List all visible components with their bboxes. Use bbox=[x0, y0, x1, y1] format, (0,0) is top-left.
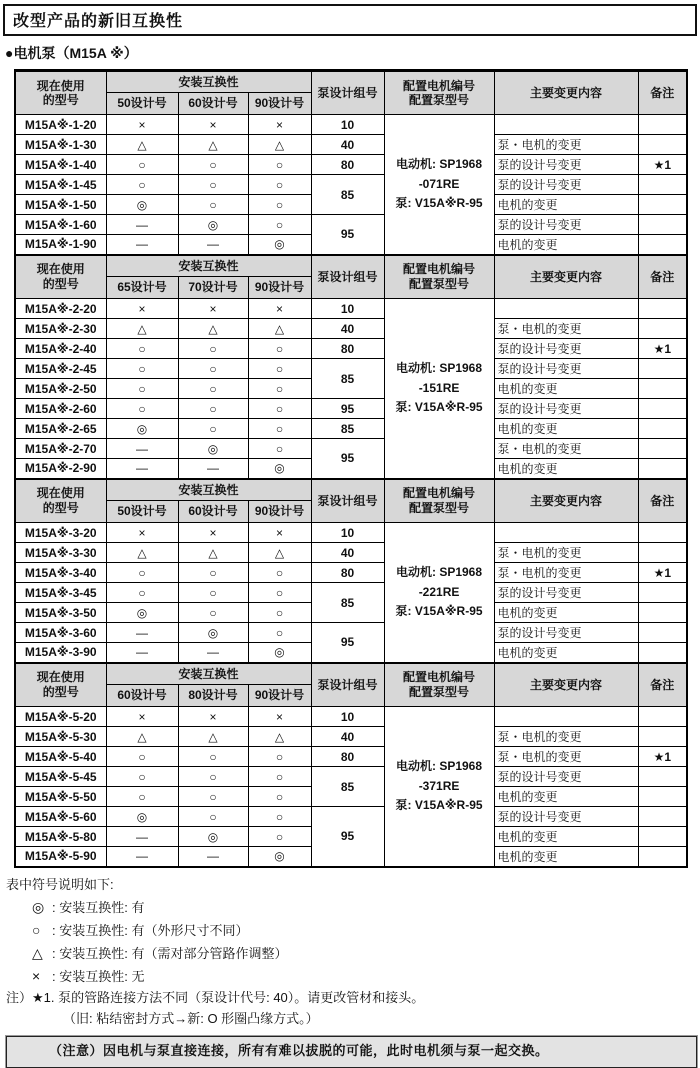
compat-symbol-cell: △ bbox=[248, 727, 311, 747]
compat-symbol-cell: ○ bbox=[248, 339, 311, 359]
motor-config-cell: 电动机: SP1968 -071RE 泵: V15A※R-95 bbox=[384, 115, 494, 255]
header-install-compat: 安装互换性 bbox=[106, 479, 311, 501]
compat-symbol-cell: ○ bbox=[178, 603, 248, 623]
remark-cell bbox=[638, 767, 687, 787]
header-design-no: 60设计号 bbox=[178, 93, 248, 115]
compat-symbol-cell: ○ bbox=[178, 195, 248, 215]
model-cell: M15A※-5-60 bbox=[15, 807, 106, 827]
header-motor-pump-config: 配置电机编号 配置泵型号 bbox=[384, 479, 494, 523]
page-title: 改型产品的新旧互换性 bbox=[3, 4, 697, 36]
compat-symbol-cell: ○ bbox=[248, 583, 311, 603]
change-content-cell: 泵的设计号变更 bbox=[494, 583, 638, 603]
header-pump-design-group: 泵设计组号 bbox=[311, 71, 384, 115]
model-cell: M15A※-5-30 bbox=[15, 727, 106, 747]
table-row bbox=[15, 583, 687, 603]
header-motor-pump-config: 配置电机编号 配置泵型号 bbox=[384, 255, 494, 299]
compat-symbol-cell: ◎ bbox=[248, 459, 311, 479]
model-cell: M15A※-2-60 bbox=[15, 399, 106, 419]
compat-symbol-cell: ◎ bbox=[248, 847, 311, 867]
pump-group-cell: 80 bbox=[311, 563, 384, 583]
compat-symbol-cell: ― bbox=[178, 847, 248, 867]
model-cell: M15A※-1-60 bbox=[15, 215, 106, 235]
remark-cell bbox=[638, 439, 687, 459]
table-row bbox=[15, 175, 687, 195]
change-content-cell: 电机的变更 bbox=[494, 379, 638, 399]
change-content-cell: 电机的变更 bbox=[494, 195, 638, 215]
table-row bbox=[15, 623, 687, 643]
compat-symbol-cell: ◎ bbox=[178, 827, 248, 847]
compat-symbol-cell: ○ bbox=[178, 339, 248, 359]
header-pump-design-group: 泵设计组号 bbox=[311, 479, 384, 523]
table-row bbox=[15, 663, 687, 685]
change-content-cell: 泵・电机的变更 bbox=[494, 563, 638, 583]
compat-symbol-cell: × bbox=[106, 707, 178, 727]
remark-cell bbox=[638, 583, 687, 603]
legend-intro: 表中符号说明如下: bbox=[6, 876, 114, 892]
model-cell: M15A※-3-20 bbox=[15, 523, 106, 543]
compat-symbol-cell: ○ bbox=[248, 215, 311, 235]
compat-symbol-cell: ○ bbox=[178, 563, 248, 583]
model-cell: M15A※-1-20 bbox=[15, 115, 106, 135]
table-row bbox=[15, 339, 687, 359]
pump-group-cell: 85 bbox=[311, 175, 384, 215]
header-remarks: 备注 bbox=[638, 479, 687, 523]
table-row bbox=[15, 543, 687, 563]
header-design-no: 70设计号 bbox=[178, 277, 248, 299]
compat-symbol-cell: △ bbox=[248, 135, 311, 155]
header-design-no: 90设计号 bbox=[248, 501, 311, 523]
triangle-icon: △ bbox=[32, 944, 43, 961]
compat-symbol-cell: ◎ bbox=[248, 235, 311, 255]
model-cell: M15A※-3-60 bbox=[15, 623, 106, 643]
table-row bbox=[15, 563, 687, 583]
compat-symbol-cell: △ bbox=[106, 543, 178, 563]
compat-symbol-cell: ○ bbox=[248, 379, 311, 399]
change-content-cell: 泵・电机的变更 bbox=[494, 319, 638, 339]
compat-symbol-cell: ○ bbox=[248, 807, 311, 827]
table-row bbox=[15, 115, 687, 135]
table-row bbox=[15, 747, 687, 767]
legend-text: : 安装互换性: 有 bbox=[52, 900, 145, 916]
compat-symbol-cell: × bbox=[178, 523, 248, 543]
change-content-cell: 电机的变更 bbox=[494, 235, 638, 255]
compat-symbol-cell: △ bbox=[248, 543, 311, 563]
note-star1: 注）★1. 泵的管路连接方法不同（泵设计代号: 40）。请更改管材和接头。 bbox=[6, 990, 425, 1006]
compat-symbol-cell: ○ bbox=[106, 339, 178, 359]
compat-symbol-cell: ◎ bbox=[248, 643, 311, 663]
header-pump-design-group: 泵设计组号 bbox=[311, 663, 384, 707]
compat-symbol-cell: ○ bbox=[248, 155, 311, 175]
table-row bbox=[15, 727, 687, 747]
model-cell: M15A※-3-45 bbox=[15, 583, 106, 603]
compat-symbol-cell: ○ bbox=[106, 379, 178, 399]
compat-symbol-cell: ○ bbox=[248, 399, 311, 419]
compat-symbol-cell: ○ bbox=[248, 767, 311, 787]
compat-symbol-cell: ― bbox=[178, 643, 248, 663]
header-design-no: 60设计号 bbox=[106, 685, 178, 707]
table-row bbox=[15, 215, 687, 235]
header-design-no: 50设计号 bbox=[106, 93, 178, 115]
compat-symbol-cell: △ bbox=[178, 319, 248, 339]
compat-symbol-cell: △ bbox=[178, 727, 248, 747]
compat-symbol-cell: ○ bbox=[248, 623, 311, 643]
compat-symbol-cell: ○ bbox=[248, 359, 311, 379]
legend-item-cross bbox=[6, 965, 697, 988]
change-content-cell: 泵的设计号变更 bbox=[494, 399, 638, 419]
remark-cell: ★1 bbox=[638, 747, 687, 767]
table-row bbox=[15, 359, 687, 379]
header-design-no: 80设计号 bbox=[178, 685, 248, 707]
header-install-compat: 安装互换性 bbox=[106, 663, 311, 685]
pump-group-cell: 95 bbox=[311, 807, 384, 867]
compat-symbol-cell: △ bbox=[106, 727, 178, 747]
pump-group-cell: 85 bbox=[311, 583, 384, 623]
change-content-cell: 电机的变更 bbox=[494, 419, 638, 439]
legend-text: : 安装互换性: 有（需对部分管路作调整） bbox=[52, 945, 288, 961]
compat-symbol-cell: ○ bbox=[248, 563, 311, 583]
pump-group-cell: 80 bbox=[311, 339, 384, 359]
change-content-cell: 泵・电机的变更 bbox=[494, 543, 638, 563]
remark-cell bbox=[638, 419, 687, 439]
compat-symbol-cell: ○ bbox=[178, 359, 248, 379]
table-row bbox=[15, 155, 687, 175]
pump-group-cell: 10 bbox=[311, 707, 384, 727]
compat-symbol-cell: ○ bbox=[248, 787, 311, 807]
compat-symbol-cell: ○ bbox=[106, 787, 178, 807]
header-main-changes: 主要变更内容 bbox=[494, 255, 638, 299]
change-content-cell bbox=[494, 299, 638, 319]
remark-cell bbox=[638, 643, 687, 663]
compat-symbol-cell: ○ bbox=[248, 419, 311, 439]
compat-symbol-cell: △ bbox=[248, 319, 311, 339]
change-content-cell: 电机的变更 bbox=[494, 643, 638, 663]
header-motor-pump-config: 配置电机编号 配置泵型号 bbox=[384, 663, 494, 707]
remark-cell bbox=[638, 115, 687, 135]
compat-symbol-cell: △ bbox=[178, 135, 248, 155]
legend-item-triangle bbox=[6, 942, 697, 965]
legend-item-circle bbox=[6, 919, 697, 942]
compat-symbol-cell: × bbox=[178, 299, 248, 319]
table-row bbox=[15, 523, 687, 543]
model-cell: M15A※-5-40 bbox=[15, 747, 106, 767]
model-cell: M15A※-5-45 bbox=[15, 767, 106, 787]
table-row bbox=[15, 255, 687, 277]
pump-group-cell: 85 bbox=[311, 767, 384, 807]
remark-cell bbox=[638, 827, 687, 847]
remark-cell bbox=[638, 299, 687, 319]
pump-group-cell: 80 bbox=[311, 747, 384, 767]
compat-symbol-cell: ― bbox=[106, 827, 178, 847]
section-subtitle: ●电机泵（M15A ※） bbox=[5, 45, 138, 61]
compat-symbol-cell: × bbox=[106, 115, 178, 135]
pump-group-cell: 10 bbox=[311, 523, 384, 543]
compat-symbol-cell: ○ bbox=[106, 583, 178, 603]
remark-cell bbox=[638, 707, 687, 727]
remark-cell bbox=[638, 399, 687, 419]
compat-symbol-cell: ◎ bbox=[178, 215, 248, 235]
model-cell: M15A※-2-65 bbox=[15, 419, 106, 439]
compat-symbol-cell: × bbox=[178, 707, 248, 727]
model-cell: M15A※-2-30 bbox=[15, 319, 106, 339]
remark-cell bbox=[638, 847, 687, 867]
header-main-changes: 主要变更内容 bbox=[494, 71, 638, 115]
header-main-changes: 主要变更内容 bbox=[494, 479, 638, 523]
table-row bbox=[15, 135, 687, 155]
motor-config-cell: 电动机: SP1968 -221RE 泵: V15A※R-95 bbox=[384, 523, 494, 663]
table-row bbox=[15, 319, 687, 339]
remark-cell bbox=[638, 523, 687, 543]
remark-cell: ★1 bbox=[638, 563, 687, 583]
change-content-cell: 电机的变更 bbox=[494, 827, 638, 847]
pump-group-cell: 95 bbox=[311, 439, 384, 479]
header-design-no: 90设计号 bbox=[248, 277, 311, 299]
pump-group-cell: 95 bbox=[311, 399, 384, 419]
model-cell: M15A※-2-70 bbox=[15, 439, 106, 459]
legend-text: : 安装互换性: 无 bbox=[52, 968, 145, 984]
model-cell: M15A※-1-45 bbox=[15, 175, 106, 195]
pump-group-cell: 40 bbox=[311, 727, 384, 747]
pump-group-cell: 40 bbox=[311, 319, 384, 339]
compat-symbol-cell: ― bbox=[106, 623, 178, 643]
compat-symbol-cell: ○ bbox=[106, 175, 178, 195]
table-row bbox=[15, 439, 687, 459]
compat-symbol-cell: ○ bbox=[248, 439, 311, 459]
change-content-cell: 泵的设计号变更 bbox=[494, 339, 638, 359]
pump-group-cell: 10 bbox=[311, 115, 384, 135]
compat-symbol-cell: ◎ bbox=[178, 623, 248, 643]
remark-cell bbox=[638, 379, 687, 399]
change-content-cell: 泵的设计号变更 bbox=[494, 155, 638, 175]
compat-symbol-cell: ○ bbox=[106, 563, 178, 583]
compat-symbol-cell: ◎ bbox=[106, 603, 178, 623]
compat-symbol-cell: ○ bbox=[248, 747, 311, 767]
header-motor-pump-config: 配置电机编号 配置泵型号 bbox=[384, 71, 494, 115]
table-row bbox=[15, 71, 687, 93]
header-design-no: 50设计号 bbox=[106, 501, 178, 523]
compat-symbol-cell: ― bbox=[178, 459, 248, 479]
compat-symbol-cell: × bbox=[248, 115, 311, 135]
change-content-cell: 泵的设计号变更 bbox=[494, 767, 638, 787]
legend-item-double-circle bbox=[6, 896, 697, 919]
compat-symbol-cell: ― bbox=[106, 215, 178, 235]
compat-symbol-cell: ― bbox=[106, 459, 178, 479]
change-content-cell bbox=[494, 523, 638, 543]
model-cell: M15A※-1-30 bbox=[15, 135, 106, 155]
model-cell: M15A※-1-50 bbox=[15, 195, 106, 215]
model-cell: M15A※-2-40 bbox=[15, 339, 106, 359]
compat-symbol-cell: ○ bbox=[248, 827, 311, 847]
pump-group-cell: 85 bbox=[311, 359, 384, 399]
table-row bbox=[15, 299, 687, 319]
model-cell: M15A※-5-50 bbox=[15, 787, 106, 807]
compat-symbol-cell: ○ bbox=[178, 419, 248, 439]
header-design-no: 90设计号 bbox=[248, 93, 311, 115]
compat-symbol-cell: ○ bbox=[178, 399, 248, 419]
compat-symbol-cell: ○ bbox=[248, 195, 311, 215]
notice-box: （注意）因电机与泵直接连接，所有有难以拔脱的可能，此时电机须与泵一起交换。 bbox=[6, 1036, 697, 1068]
model-cell: M15A※-5-80 bbox=[15, 827, 106, 847]
compat-symbol-cell: ○ bbox=[178, 379, 248, 399]
compat-symbol-cell: × bbox=[248, 707, 311, 727]
change-content-cell: 泵・电机的变更 bbox=[494, 727, 638, 747]
compat-symbol-cell: ― bbox=[178, 235, 248, 255]
header-current-model: 现在使用 的型号 bbox=[15, 479, 106, 523]
header-design-no: 90设计号 bbox=[248, 685, 311, 707]
compat-symbol-cell: ○ bbox=[178, 747, 248, 767]
compat-symbol-cell: ○ bbox=[106, 747, 178, 767]
compat-symbol-cell: ― bbox=[106, 643, 178, 663]
compat-symbol-cell: ○ bbox=[106, 359, 178, 379]
remark-cell bbox=[638, 135, 687, 155]
header-design-no: 65设计号 bbox=[106, 277, 178, 299]
compat-symbol-cell: ― bbox=[106, 439, 178, 459]
change-content-cell bbox=[494, 707, 638, 727]
compat-symbol-cell: ○ bbox=[178, 175, 248, 195]
header-pump-design-group: 泵设计组号 bbox=[311, 255, 384, 299]
table-row bbox=[15, 479, 687, 501]
compat-symbol-cell: ― bbox=[106, 847, 178, 867]
remark-cell bbox=[638, 215, 687, 235]
remark-cell bbox=[638, 459, 687, 479]
table-row bbox=[15, 399, 687, 419]
remark-cell bbox=[638, 727, 687, 747]
header-current-model: 现在使用 的型号 bbox=[15, 255, 106, 299]
compat-symbol-cell: × bbox=[106, 299, 178, 319]
compat-symbol-cell: ○ bbox=[106, 767, 178, 787]
change-content-cell: 泵的设计号变更 bbox=[494, 215, 638, 235]
header-remarks: 备注 bbox=[638, 255, 687, 299]
compat-symbol-cell: △ bbox=[178, 543, 248, 563]
model-cell: M15A※-3-50 bbox=[15, 603, 106, 623]
compat-symbol-cell: ○ bbox=[178, 767, 248, 787]
compat-symbol-cell: ○ bbox=[178, 155, 248, 175]
remark-cell bbox=[638, 603, 687, 623]
compat-symbol-cell: ◎ bbox=[106, 195, 178, 215]
model-cell: M15A※-5-90 bbox=[15, 847, 106, 867]
header-current-model: 现在使用 的型号 bbox=[15, 71, 106, 115]
compat-symbol-cell: ― bbox=[106, 235, 178, 255]
compat-symbol-cell: ○ bbox=[106, 155, 178, 175]
compat-symbol-cell: ○ bbox=[178, 807, 248, 827]
header-remarks: 备注 bbox=[638, 71, 687, 115]
compat-symbol-cell: × bbox=[248, 523, 311, 543]
change-content-cell: 电机的变更 bbox=[494, 459, 638, 479]
motor-config-cell: 电动机: SP1968 -371RE 泵: V15A※R-95 bbox=[384, 707, 494, 867]
remark-cell bbox=[638, 623, 687, 643]
remark-cell: ★1 bbox=[638, 339, 687, 359]
model-cell: M15A※-3-40 bbox=[15, 563, 106, 583]
change-content-cell: 电机的变更 bbox=[494, 603, 638, 623]
remark-cell bbox=[638, 543, 687, 563]
pump-group-cell: 80 bbox=[311, 155, 384, 175]
pump-group-cell: 10 bbox=[311, 299, 384, 319]
model-cell: M15A※-2-50 bbox=[15, 379, 106, 399]
remark-cell bbox=[638, 195, 687, 215]
change-content-cell: 电机的变更 bbox=[494, 847, 638, 867]
change-content-cell: 泵・电机的变更 bbox=[494, 439, 638, 459]
compat-symbol-cell: △ bbox=[106, 135, 178, 155]
model-cell: M15A※-3-90 bbox=[15, 643, 106, 663]
cross-icon: × bbox=[32, 967, 41, 984]
pump-group-cell: 95 bbox=[311, 623, 384, 663]
remark-cell bbox=[638, 319, 687, 339]
model-cell: M15A※-2-45 bbox=[15, 359, 106, 379]
remark-cell bbox=[638, 175, 687, 195]
header-install-compat: 安装互换性 bbox=[106, 71, 311, 93]
compat-symbol-cell: ◎ bbox=[106, 419, 178, 439]
remark-cell bbox=[638, 807, 687, 827]
legend-text: : 安装互换性: 有（外形尺寸不同） bbox=[52, 923, 249, 939]
model-cell: M15A※-5-20 bbox=[15, 707, 106, 727]
note-star2: （旧: 粘结密封方式→新: O 形圈凸缘方式。） bbox=[63, 1011, 319, 1027]
change-content-cell: 泵・电机的变更 bbox=[494, 747, 638, 767]
compat-symbol-cell: × bbox=[248, 299, 311, 319]
table-row bbox=[15, 807, 687, 827]
compat-symbol-cell: ○ bbox=[248, 603, 311, 623]
motor-config-cell: 电动机: SP1968 -151RE 泵: V15A※R-95 bbox=[384, 299, 494, 479]
compat-symbol-cell: ○ bbox=[248, 175, 311, 195]
model-cell: M15A※-1-90 bbox=[15, 235, 106, 255]
compat-symbol-cell: ○ bbox=[178, 787, 248, 807]
header-design-no: 60设计号 bbox=[178, 501, 248, 523]
model-cell: M15A※-1-40 bbox=[15, 155, 106, 175]
header-remarks: 备注 bbox=[638, 663, 687, 707]
compat-symbol-cell: × bbox=[106, 523, 178, 543]
table-row bbox=[15, 767, 687, 787]
footer-notes bbox=[6, 875, 697, 1068]
change-content-cell: 泵的设计号变更 bbox=[494, 807, 638, 827]
table-row bbox=[15, 419, 687, 439]
change-content-cell: 泵・电机的变更 bbox=[494, 135, 638, 155]
model-cell: M15A※-3-30 bbox=[15, 543, 106, 563]
compat-symbol-cell: × bbox=[178, 115, 248, 135]
model-cell: M15A※-2-20 bbox=[15, 299, 106, 319]
header-current-model: 现在使用 的型号 bbox=[15, 663, 106, 707]
remark-cell bbox=[638, 787, 687, 807]
header-install-compat: 安装互换性 bbox=[106, 255, 311, 277]
remark-cell bbox=[638, 235, 687, 255]
double-circle-icon: ◎ bbox=[32, 899, 45, 916]
compat-symbol-cell: ◎ bbox=[178, 439, 248, 459]
pump-group-cell: 95 bbox=[311, 215, 384, 255]
table-row bbox=[15, 707, 687, 727]
model-cell: M15A※-2-90 bbox=[15, 459, 106, 479]
pump-group-cell: 40 bbox=[311, 543, 384, 563]
compat-symbol-cell: ○ bbox=[106, 399, 178, 419]
circle-icon: ○ bbox=[32, 922, 41, 939]
change-content-cell: 泵的设计号变更 bbox=[494, 623, 638, 643]
remark-cell: ★1 bbox=[638, 155, 687, 175]
remark-cell bbox=[638, 359, 687, 379]
compat-table bbox=[14, 69, 688, 868]
pump-group-cell: 85 bbox=[311, 419, 384, 439]
compat-symbol-cell: ○ bbox=[178, 583, 248, 603]
change-content-cell: 电机的变更 bbox=[494, 787, 638, 807]
change-content-cell: 泵的设计号变更 bbox=[494, 175, 638, 195]
compat-symbol-cell: ◎ bbox=[106, 807, 178, 827]
change-content-cell: 泵的设计号变更 bbox=[494, 359, 638, 379]
pump-group-cell: 40 bbox=[311, 135, 384, 155]
change-content-cell bbox=[494, 115, 638, 135]
compat-symbol-cell: △ bbox=[106, 319, 178, 339]
header-main-changes: 主要变更内容 bbox=[494, 663, 638, 707]
